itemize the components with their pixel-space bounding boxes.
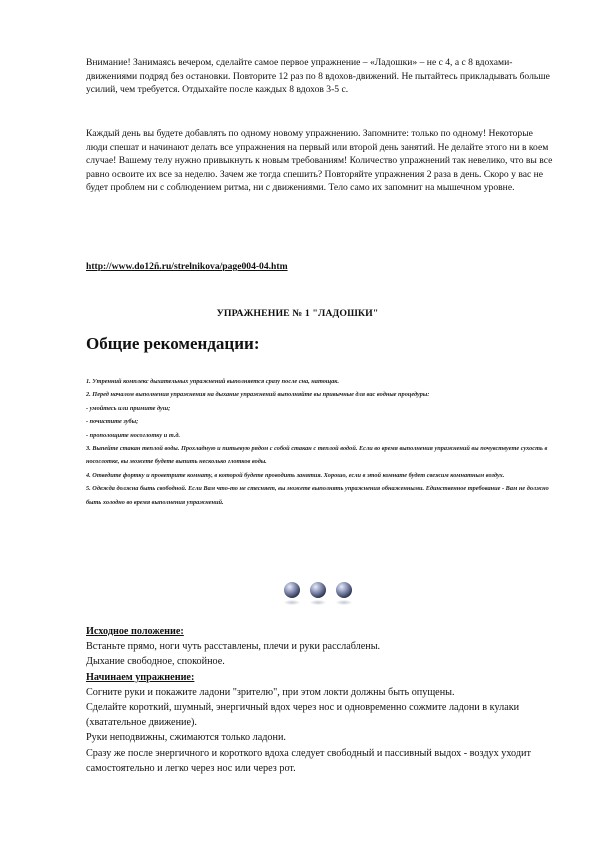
recommendation-item: - прополощите носоглотку и т.д. [86, 431, 181, 439]
exercise-title: УПРАЖНЕНИЕ № 1 "ЛАДОШКИ" [216, 308, 379, 319]
recommendation-item: - почистите зубы; [86, 418, 139, 426]
recommendation-item: 2. Перед началом выполнения упражнения на дыхание упражнений выполняйте вы привычные для вас водные процедуры: [86, 391, 430, 399]
start-position-heading: Исходное положение: [86, 626, 184, 637]
begin-exercise-heading: Начинаем упражнение: [86, 671, 195, 683]
recommendation-item: 3. Выпейте стакан теплой воды. Прохладную и питьевую рядом с собой стакан с теплой водой. Если во время выполнения упражнений вы почувствуете сухость в носоглотке, вы можете будете выпить несколько глотков воды. [86, 445, 548, 466]
start-position-line: Встаньте прямо, ноги чуть расставлены, плечи и руки расслаблены. [86, 641, 381, 653]
exercise-step: Руки неподвижны, сжимаются только ладони. [86, 732, 286, 744]
recommendation-item: 1. Утренний комплекс дыхательных упражнений выполняется сразу после сна, натощак. [86, 378, 340, 385]
exercise-step: Сразу же после энергичного и короткого вдоха следует свободный и пассивный выдох - воздух уходит самостоятельно и легко через нос или через рот. [86, 747, 531, 774]
recommendation-item: - умойтесь или примите душ; [86, 404, 171, 412]
dot-shadow [310, 600, 326, 605]
exercise-step: Сделайте короткий, шумный, энергичный вдох через нос и одновременно сожмите ладони в кулаки (хватательное движение). [86, 702, 520, 729]
decorative-dots [278, 580, 358, 608]
intro-paragraph-2: Каждый день вы будете добавлять по одному новому упражнению. Запомните: только по одному! Некоторые люди спешат и начинают делать все упражнения на первый или второй день занятий. Не делайте этого ни в коем случае! Вашему телу нужно привыкнуть к новым требованиям! Количество упражнений так невелико, что вы все равно освоите их все за неделю. Зачем же тогда спешить? Повторяйте упражнения 2 раза в день. Скоро у вас не будет проблем ни с соблюдением ритма, ни с движениями. Тело само их запомнит на мышечном уровне. [86, 128, 553, 194]
source-link[interactable]: http://www.do12ñ.ru/strelnikova/page004-04.htm [86, 261, 288, 272]
dot-icon [284, 582, 300, 598]
recommendation-item: 5. Одежда должна быть свободной. Если Вам что-то не стесняет, вы можете выполнять упражнения обнаженными. Единственное требование - Вам не должно быть холодно во время выполнения упражнений. [86, 485, 549, 506]
recommendation-item: 4. Отведите фортку и проветрите комнату, в которой будете проводить занятия. Хорошо, если в этой комнате будет свежим комнатным воздух. [86, 471, 505, 479]
intro-paragraph-1: Внимание! Занимаясь вечером, сделайте самое первое упражнение – «Ладошки» – не с 4, а с 8 вдохами-движениями подряд без остановки. Повторите 12 раз по 8 вдохов-движений. Не пытайтесь прикладывать больше усилий, чем требуется. Отдыхайте после каждых 8 вдохов 3-5 с. [86, 57, 550, 96]
exercise-step: Согните руки и покажите ладони "зрителю", при этом локти должны быть опущены. [86, 686, 455, 698]
recommendations-heading: Общие рекомендации: [86, 334, 260, 353]
dot-shadow [284, 600, 300, 605]
dot-shadow [336, 600, 352, 605]
dot-icon [310, 582, 326, 598]
recommendations-list [86, 375, 556, 509]
start-position-line: Дыхание свободное, спокойное. [86, 656, 225, 668]
exercise-description [86, 624, 566, 776]
dot-icon [336, 582, 352, 598]
